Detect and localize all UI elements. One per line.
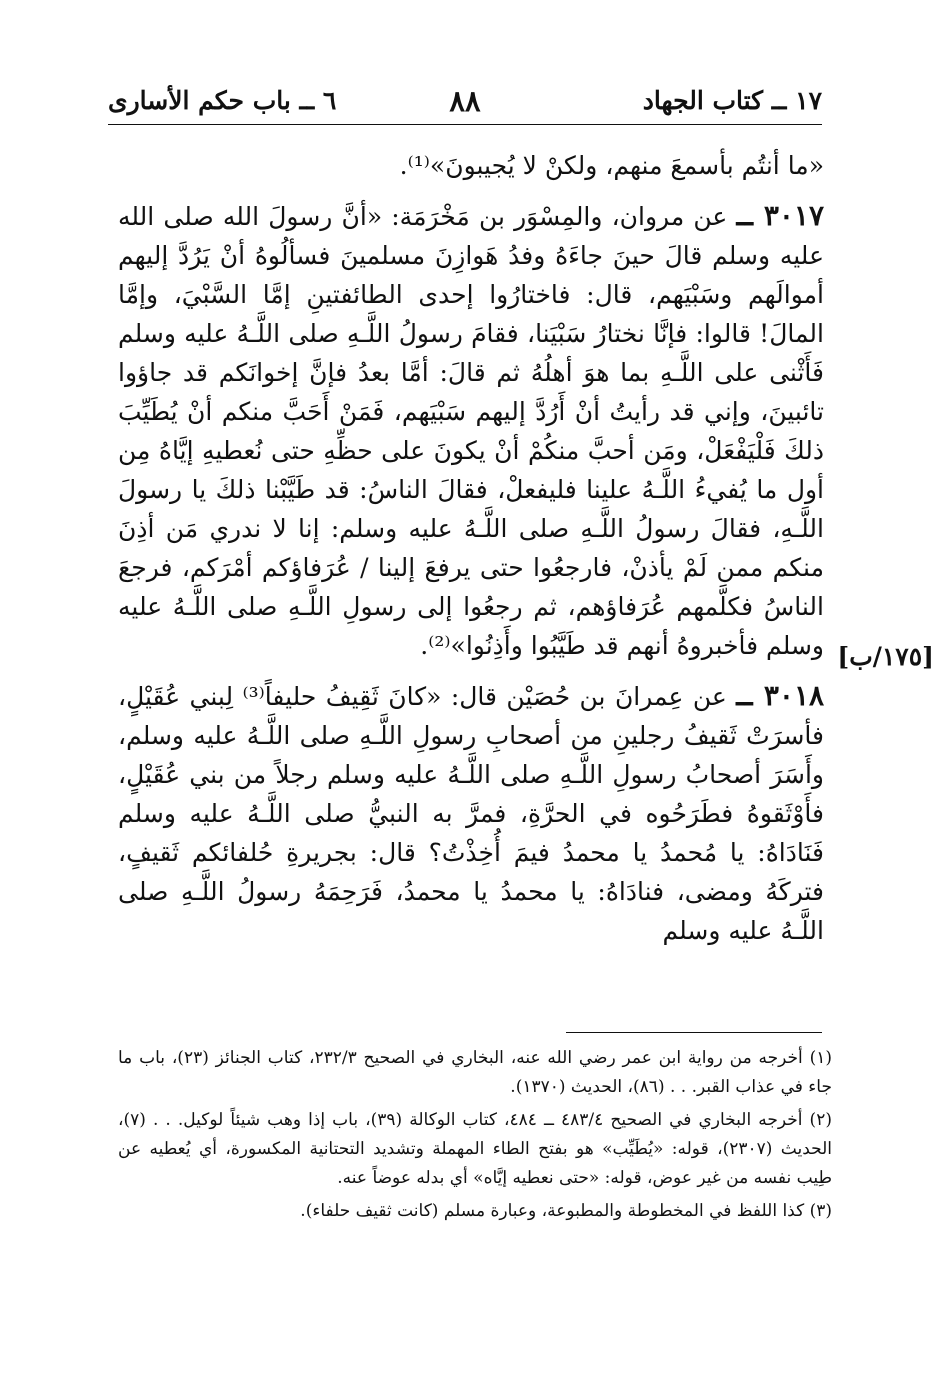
header-divider [108,124,822,125]
footnote-1: (١) أخرجه من رواية ابن عمر رضي الله عنه، البخاري في الصحيح ٢٣٢/٣، كتاب الجنائز (٢٣)، باب ما جاء في عذاب القبر. . . (٨٦)، الحديث (١٣٧٠). [118,1048,832,1097]
footnote-2: (٢) أخرجه البخاري في الصحيح ٤٨٣/٤ ــ ٤٨٤، كتاب الوكالة (٣٩)، باب إذا وهب شيئاً لوكيل. . . (٧)، الحديث (٢٣٠٧)، قوله: «يُطَيِّب» هو بفتح الطاء المهملة وتشديد التحتانية المكسورة، أي يُعطيه عن طِيب نفسه من غير عوض، قوله: «حتى نعطيه إيَّاه» أي بدله عوضاً عنه. [118,1110,832,1188]
hadith-text: عن مروان، والمِسْوَر بن مَخْرَمَة: «أنَّ رسولَ الله صلى الله عليه وسلم قالَ حينَ جاءَهُ وفدُ هَوازِنَ مسلمينَ فسألُوهُ أنْ يَرُدَّ إليهم أموالَهم وسَبْيَهم، قال: فاختارُوا إحدى الطائفتينِ إمَّا السَّبْيَ، وإمَّا المالَ! قالوا: فإنَّا نختارُ سَبْيَنا، فقامَ رسولُ اللَّـهِ صلى اللَّـهُ عليه وسلم فَأَثْنى على اللَّـهِ بما هوَ أهلُهُ ثم قالَ: أمَّا بعدُ فإنَّ إخوانَكم قد جاؤوا تائبينَ، وإني قد رأيتُ أنْ أَرُدَّ إليهم سَبْيَهم، فَمَنْ أَحَبَّ منكم أنْ يُطَيِّبَ ذلكَ فَلْيَفْعَلْ، ومَن أحبَّ منكُمْ أنْ يكونَ على حظِّهِ حتى نُعطيهِ إيَّاهُ مِن أول ما يُفيءُ اللَّـهُ علينا فليفعلْ، فقالَ الناسُ: قد طَيَّبْنا ذلكَ يا رسولَ اللَّـهِ، فقالَ رسولُ اللَّـهِ صلى اللَّـهُ عليه وسلم: إنا لا ندري مَن أذِنَ منكم ممن لَمْ يأذنْ، فارجعُوا حتى يرفعَ إلينا / عُرَفاؤكم أمْرَكم، فرجعَ الناسُ فكلَّمهم عُرَفاؤهم، ثم رجعُوا إلى رسولِ اللَّـهِ صلى اللَّـهُ عليه وسلم فأخبروهُ أنهم قد طَيَّبُوا وأَذِنُوا»⁽²⁾. [118,202,824,660]
footnote-3: (٣) كذا اللفظ في المخطوطة والمطبوعة، وعبارة مسلم (كانت ثقيف حلفاء). [300,1201,832,1221]
running-header [108,82,822,122]
manuscript-folio-note: [١٧٥/ب] [837,642,934,671]
header-book-title: ١٧ ــ كتاب الجهاد [642,86,822,115]
intro-paragraph: «ما أنتُم بأسمعَ منهم، ولكنْ لا يُجيبونَ»⁽¹⁾. [399,151,824,180]
footnote-divider [566,1032,822,1033]
hadith-3018 [118,676,824,950]
hadith-3017 [118,196,824,665]
footnotes [118,1044,832,1230]
hadith-text: عن عِمرانَ بن حُصَيْن قال: «كانَ ثَقِيفُ حليفاً⁽³⁾ لِبني عُقَيْلٍ، فأسرَتْ ثَقيفُ رجلينِ من أصحابِ رسولِ اللَّـهِ صلى اللَّـهُ عليه وسلم، وأَسَرَ أصحابُ رسولِ اللَّـهِ صلى اللَّـهُ عليه وسلم رجلاً من بني عُقَيْلٍ، فأَوْثَقوهُ فطَرَحُوه في الحرَّةِ، فمرَّ به النبيُّ صلى اللَّـهُ عليه وسلم فَنَادَاهُ: يا مُحمدُ يا محمدُ فيمَ أُخِذْتُ؟ قال: بجريرةِ حُلفائكم ثَقيفٍ، فتركَهُ ومضى، فنادَاهُ: يا محمدُ يا محمدُ، فَرَحِمَهُ رسولُ اللَّـهِ صلى اللَّـهُ عليه وسلم [118,682,824,945]
main-text [118,146,824,950]
header-chapter-title: ٦ ــ باب حكم الأسارى [108,86,337,115]
hadith-number: ٣٠١٧ ــ [736,199,824,232]
page-number: ٨٨ [449,84,481,118]
hadith-number: ٣٠١٨ ــ [736,679,825,712]
